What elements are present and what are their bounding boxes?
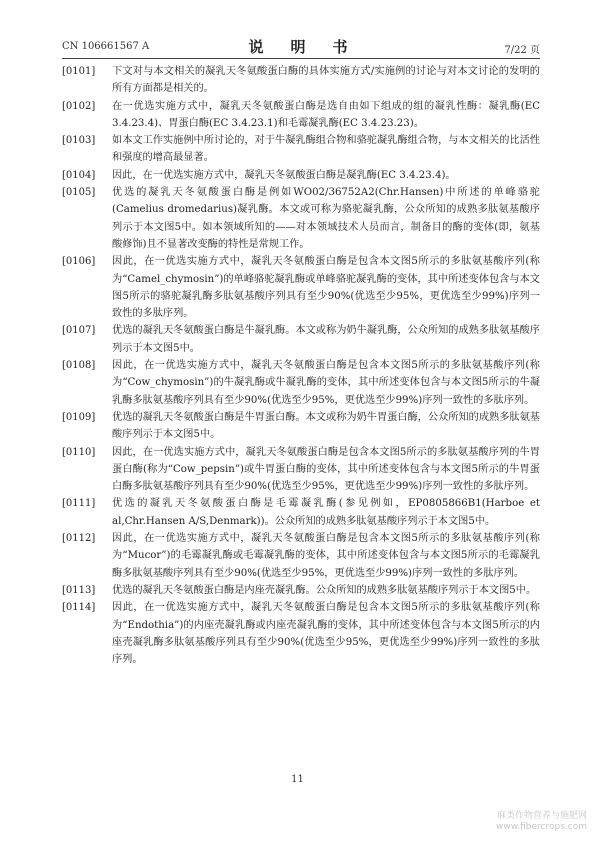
watermark <box>496 811 587 833</box>
paragraph <box>62 98 540 133</box>
paragraph-text: 优选的凝乳天冬氨酸蛋白酶是牛胃蛋白酶。本文或称为奶牛胃蛋白酶，公众所知的成熟多肽氨基酸序列示于本文图5中。 <box>112 411 540 441</box>
paragraph-text: 优选的凝乳天冬氨酸蛋白酶是例如WO02/36752A2(Chr.Hansen)中所述的单峰骆驼(Camelius dromedarius)凝乳酶。本文或可称为骆驼凝乳酶，公众所知的成熟多肽氨基酸序列示于本文图5中。如本领域所知的——对本领域技术人员而言，制备目的酶的变体(即，氨基酸修饰)且不显著改变酶的特性是常规工作。 <box>112 187 540 250</box>
patent-number: CN 106661567 A <box>62 41 150 52</box>
paragraph <box>62 322 540 357</box>
watermark-site-name: 麻类作物营养与施肥网 <box>496 811 587 821</box>
paragraph-number: [0108] <box>62 360 96 372</box>
page-info: 7/22 页 <box>504 45 540 56</box>
paragraph <box>62 357 540 409</box>
paragraph-text: 因此，在一优选实施方式中，凝乳天冬氨酸蛋白酶是包含本文图5所示的多肽氨基酸序列(称为“Camel_chymosin”)的单峰骆驼凝乳酶或单峰骆驼凝乳酶的变体，其中所述变体包含与本文图5所示的骆驼凝乳酶多肽氨基酸序列具有至少90%(优选至少95%，更优选至少99%)序列一致性的多肽序列。 <box>112 256 540 320</box>
paragraph-text: 因此，在一优选实施方式中，凝乳天冬氨酸蛋白酶是包含本文图5所示的多肽氨基酸序列的牛胃蛋白酶(称为“Cow_pepsin”)或牛胃蛋白酶的变体，其中所述变体包含与本文图5所示的牛胃蛋白酶多肽氨基酸序列具有至少90%(优选至少95%，更优选至少99%)序列一致性的多肽序列。 <box>112 446 540 493</box>
paragraph-text: 优选的凝乳天冬氨酸蛋白酶是内座壳凝乳酶。公众所知的成熟多肽氨基酸序列示于本文图5中。 <box>112 584 537 596</box>
paragraph-text: 因此，在一优选实施方式中，凝乳天冬氨酸蛋白酶是凝乳酶(EC 3.4.23.4)。 <box>112 169 456 181</box>
paragraph-number: [0112] <box>62 533 96 545</box>
header-rule <box>62 58 540 59</box>
paragraph-number: [0106] <box>62 256 96 268</box>
paragraph-number: [0114] <box>62 602 96 614</box>
paragraph <box>62 582 540 599</box>
paragraph <box>62 409 540 444</box>
paragraph-text: 因此，在一优选实施方式中，凝乳天冬氨酸蛋白酶是包含本文图5所示的多肽氨基酸序列(称为“Mucor”)的毛霉凝乳酶或毛霉凝乳酶的变体，其中所述变体包含与本文图5所示的毛霉凝乳酶多肽氨基酸序列具有至少90%(优选至少95%，更优选至少99%)序列一致性的多肽序列。 <box>112 533 540 579</box>
paragraph <box>62 132 540 167</box>
paragraph-number: [0104] <box>62 169 96 181</box>
paragraph-text: 在一优选实施方式中，凝乳天冬氨酸蛋白酶是选自由如下组成的组的凝乳性酶：凝乳酶(EC 3.4.23.4)、胃蛋白酶(EC 3.4.23.1)和毛霉凝乳酶(EC 3.4.23.23)。 <box>112 100 540 129</box>
paragraph-text: 因此，在一优选实施方式中，凝乳天冬氨酸蛋白酶是包含本文图5所示的多肽氨基酸序列(称为“Endothia”)的内座壳凝乳酶或内座壳凝乳酶的变体，其中所述变体包含与本文图5所示的内座壳凝乳酶多肽氨基酸序列具有至少90%(优选至少95%，更优选至少99%)序列一致性的多肽序列。 <box>112 602 540 666</box>
paragraph-text: 因此，在一优选实施方式中，凝乳天冬氨酸蛋白酶是包含本文图5所示的多肽氨基酸序列(称为“Cow_chymosin”)的牛凝乳酶或牛凝乳酶的变体，其中所述变体包含与本文图5所示的牛凝乳酶多肽氨基酸序列具有至少90%(优选至少95%，更优选至少99%)序列一致性的多肽序列。 <box>112 360 540 406</box>
paragraph <box>62 63 540 98</box>
paragraph <box>62 444 540 496</box>
page-header <box>62 36 540 58</box>
paragraph-number: [0103] <box>62 135 96 147</box>
paragraph-number: [0109] <box>62 411 96 423</box>
paragraph-text: 优选的凝乳天冬氨酸蛋白酶是毛霉凝乳酶(参见例如，EP0805866B1(Harboe et al,Chr.Hansen A/S,Denmark))。公众所知的成熟多肽氨基酸序列示于本文图5中。 <box>112 498 540 527</box>
paragraph <box>62 599 540 668</box>
paragraph-text: 如本文工作实施例中所讨论的，对于牛凝乳酶组合物和骆驼凝乳酶组合物，与本文相关的比活性和强度的增高最显著。 <box>112 135 540 164</box>
paragraph <box>62 253 540 322</box>
paragraph-number: [0110] <box>62 446 96 458</box>
paragraph-number: [0105] <box>62 187 96 199</box>
paragraph-text: 优选的凝乳天冬氨酸蛋白酶是牛凝乳酶。本文或称为奶牛凝乳酶，公众所知的成熟多肽氨基酸序列示于本文图5中。 <box>112 325 540 354</box>
document-body <box>62 63 540 668</box>
paragraph-number: [0102] <box>62 100 96 112</box>
watermark-url: www.fibercrops.com <box>496 822 587 832</box>
paragraph-number: [0113] <box>62 584 96 596</box>
paragraph-number: [0111] <box>62 498 96 510</box>
paragraph-number: [0107] <box>62 325 96 337</box>
page-number: 11 <box>291 774 304 785</box>
document-title: 说 明 书 <box>248 38 354 56</box>
paragraph <box>62 495 540 530</box>
paragraph-number: [0101] <box>62 66 96 77</box>
paragraph <box>62 184 540 253</box>
paragraph <box>62 167 540 184</box>
paragraph-text: 下文对与本文相关的凝乳天冬氨酸蛋白酶的具体实施方式/实施例的讨论与对本文讨论的发明的所有方面都是相关的。 <box>112 66 540 95</box>
paragraph <box>62 530 540 582</box>
